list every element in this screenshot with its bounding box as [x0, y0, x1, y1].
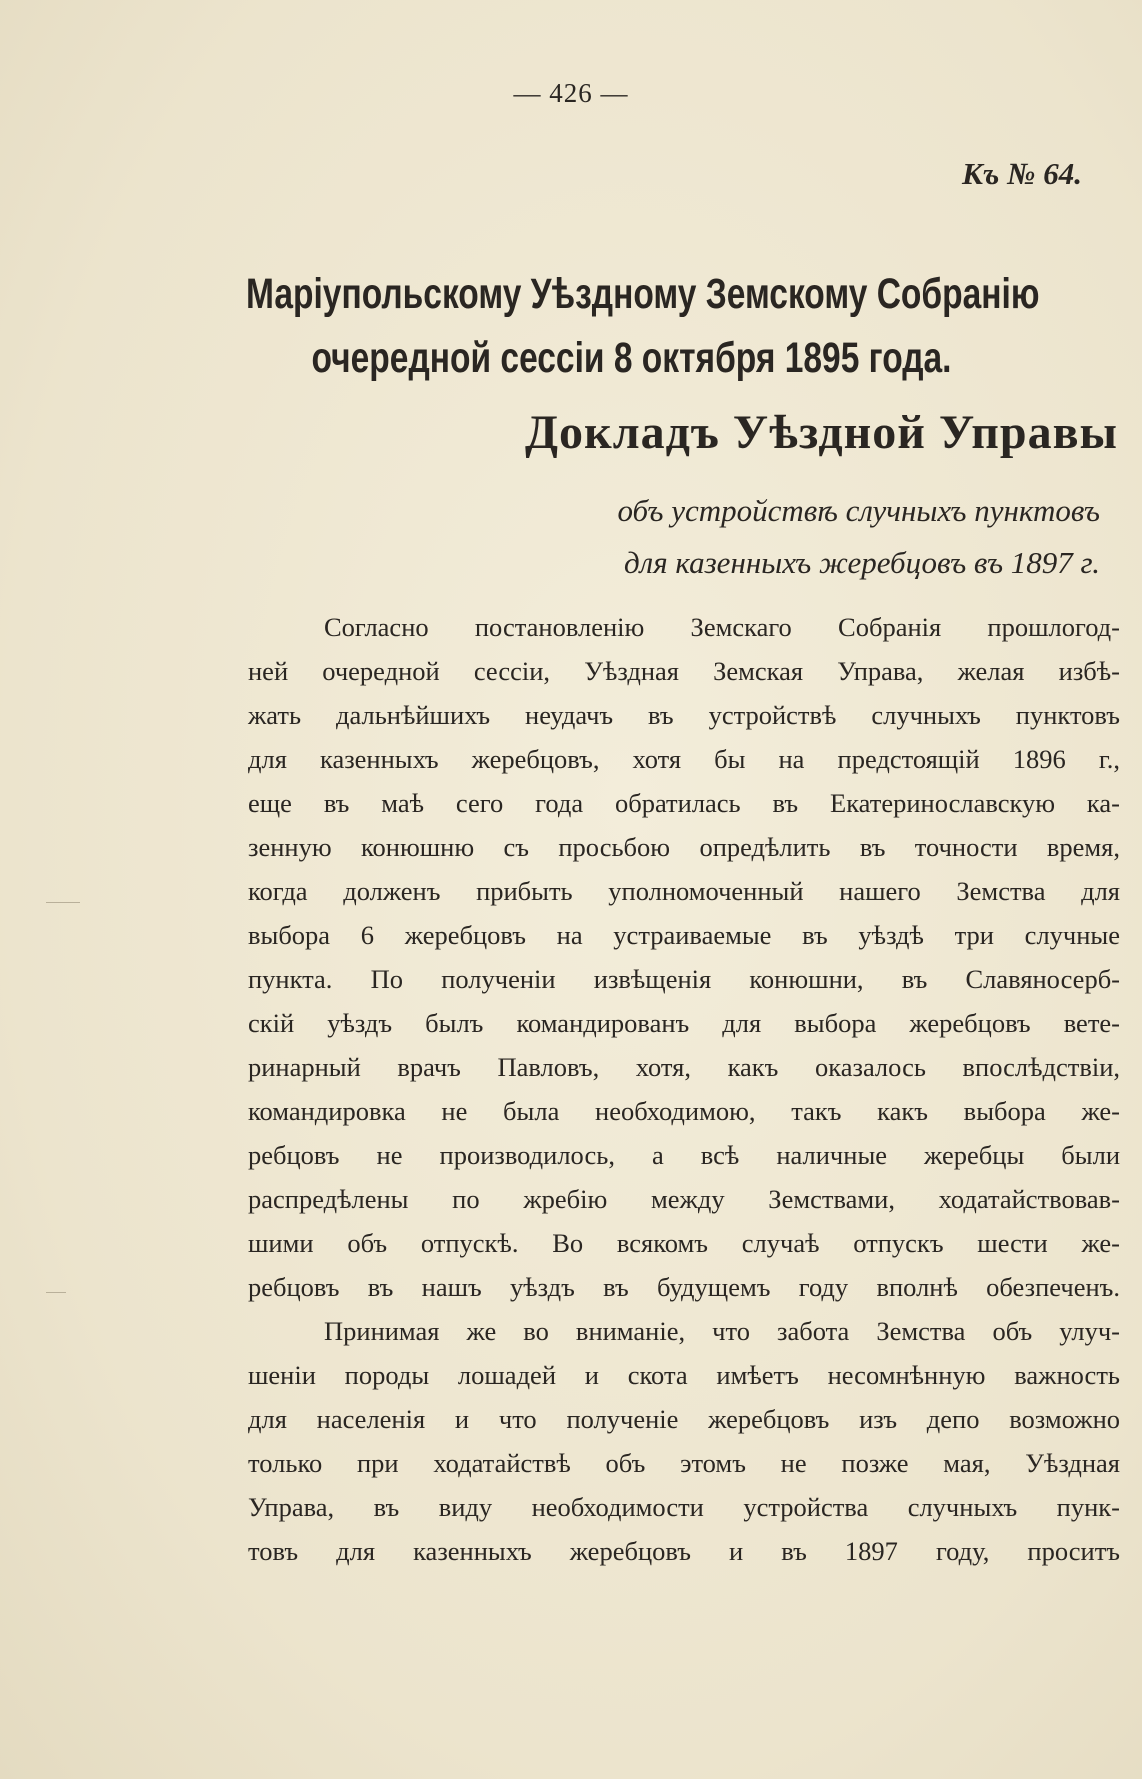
- report-title: Докладъ Уѣздной Управы: [525, 406, 1118, 459]
- text-line: командировка не была необходимою, такъ какъ выбора же-: [248, 1096, 1120, 1126]
- text-line: Согласно постановленію Земскаго Собранія прошлогод-: [324, 612, 1120, 642]
- subtitle-line-2: для казенныхъ жеребцовъ въ 1897 г.: [624, 545, 1100, 580]
- text-line: когда долженъ прибыть уполномоченный нашего Земства для: [248, 876, 1120, 906]
- text-line: ребцовъ не производилось, а всѣ наличные жеребцы были: [248, 1140, 1120, 1170]
- text-line: шими объ отпускѣ. Во всякомъ случаѣ отпускъ шести же-: [248, 1228, 1120, 1258]
- text-line: товъ для казенныхъ жеребцовъ и въ 1897 году, проситъ: [248, 1536, 1120, 1566]
- text-line: зенную конюшню съ просьбою опредѣлить въ точности время,: [248, 832, 1120, 862]
- text-line: ней очередной сессіи, Уѣздная Земская Управа, желая избѣ-: [248, 656, 1120, 686]
- text-line: шеніи породы лошадей и скота имѣетъ несомнѣнную важность: [248, 1360, 1120, 1390]
- subtitle-line-1: объ устройствѣ случныхъ пунктовъ: [617, 493, 1100, 528]
- heading-line-2: очередной сессіи 8 октября 1895 года.: [311, 334, 952, 382]
- text-line: жать дальнѣйшихъ неудачъ въ устройствѣ случныхъ пунктовъ: [248, 700, 1120, 730]
- report-body: [248, 605, 1120, 1573]
- report-subtitle: [617, 485, 1100, 589]
- text-line: для населенія и что полученіе жеребцовъ изъ депо возможно: [248, 1404, 1120, 1434]
- text-line: ребцовъ въ нашъ уѣздъ въ будущемъ году вполнѣ обезпеченъ.: [248, 1272, 1120, 1302]
- paragraph-1: [248, 605, 1120, 1309]
- assembly-heading: [246, 262, 1040, 390]
- text-line: ринарный врачъ Павловъ, хотя, какъ оказалось впослѣдствіи,: [248, 1052, 1120, 1082]
- paragraph-2: [248, 1309, 1120, 1573]
- text-line: распредѣлены по жребію между Земствами, ходатайствовав-: [248, 1184, 1120, 1214]
- text-line: только при ходатайствѣ объ этомъ не позже мая, Уѣздная: [248, 1448, 1120, 1478]
- text-line: выбора 6 жеребцовъ на устраиваемые въ уѣздѣ три случные: [248, 920, 1120, 950]
- text-line: скій уѣздъ былъ командированъ для выбора жеребцовъ вете-: [248, 1008, 1120, 1038]
- text-line: Принимая же во вниманіе, что забота Земства объ улуч-: [324, 1316, 1120, 1346]
- margin-mark: [46, 1292, 66, 1293]
- reference-number: Къ № 64.: [962, 156, 1082, 191]
- text-line: Управа, въ виду необходимости устройства случныхъ пунк-: [248, 1492, 1120, 1522]
- text-line: для казенныхъ жеребцовъ, хотя бы на предстоящій 1896 г.,: [248, 744, 1120, 774]
- text-line: пункта. По полученіи извѣщенія конюшни, въ Славяносерб-: [248, 964, 1120, 994]
- heading-line-1: Маріупольскому Уѣздному Земскому Собранію: [246, 270, 1040, 318]
- margin-mark: [46, 902, 80, 903]
- text-line: еще въ маѣ сего года обратилась въ Екатеринославскую ка-: [248, 788, 1120, 818]
- page-number: — 426 —: [513, 78, 629, 108]
